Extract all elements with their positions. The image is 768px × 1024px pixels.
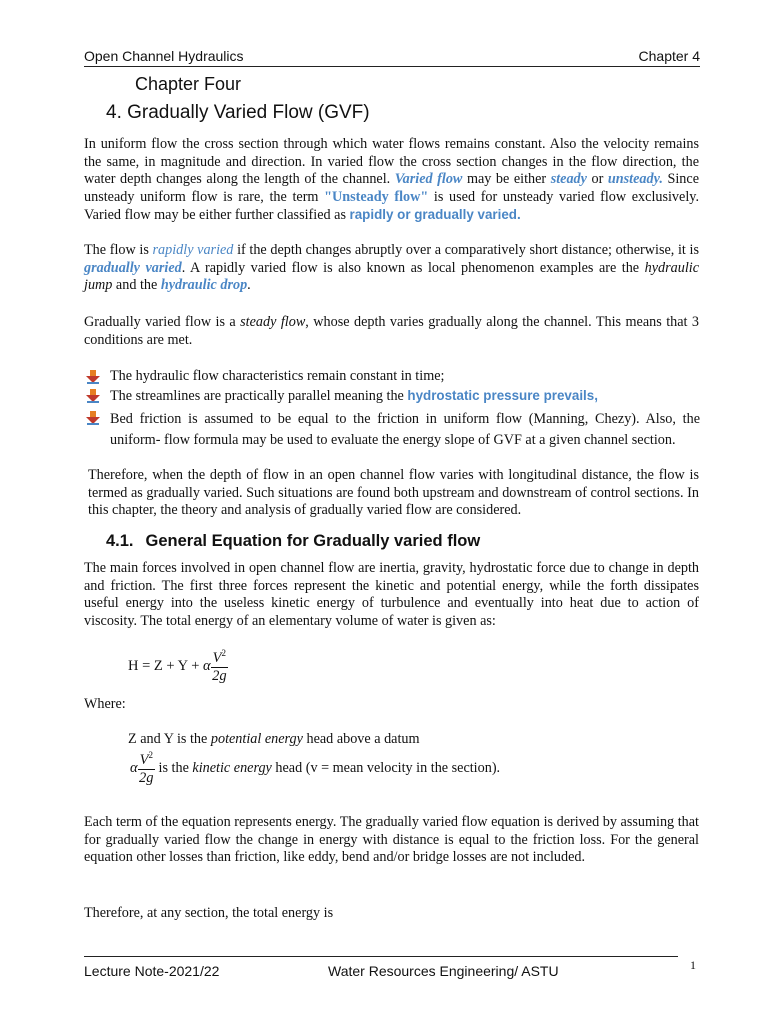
footer-department: Water Resources Engineering/ ASTU [328,963,559,979]
subsection-number: 4.1. [106,532,134,550]
unsteady-term: unsteady. [607,171,663,188]
unsteady-flow-term: "Unsteady flow" [324,188,429,205]
kinetic-energy-definition: α $\frac{V^2}{2g}$ is the kinetic energy head (v = mean velocity in the section). [130,750,501,786]
rapidly-gradually-term: rapidly or gradually varied. [349,207,521,223]
steady-flow-term: steady flow [240,314,306,330]
bullet-text: The hydraulic flow characteristics remain constant in time; [110,368,445,384]
down-arrow-bullet-icon [86,389,100,403]
down-arrow-bullet-icon [86,370,100,384]
rapid-gradual-paragraph: The flow is rapidly varied if the depth changes abruptly over a comparatively short distance; otherwise, it is gradually varied. A rapidly varied flow is also known as local phenomenon examples are the hydraulic jump and the hydraulic drop. [84,242,699,294]
velocity-head-fraction: $\frac{V^2}{2g}$ [139,750,154,786]
chapter-heading: Chapter Four [135,74,242,94]
page-footer [84,956,678,979]
down-arrow-bullet-icon [86,411,100,425]
rapidly-varied-term: rapidly varied [152,242,234,258]
header-chapter-label: Chapter 4 [638,48,700,64]
page-header [84,46,700,67]
summary-paragraph: Therefore, when the depth of flow in an open channel flow varies with longitudinal distance, the flow is termed as gradually varied. Such situations are found both upstream and downstream of control sections. In this chapter, the theory and analysis of gradually varied flow are considered. [88,467,699,519]
total-energy-paragraph: Therefore, at any section, the total energy is [84,905,334,921]
energy-equation: H = Z + Y + α $\frac{V^2}{2g}$ [128,648,227,684]
hydrostatic-pressure-term: hydrostatic pressure prevails, [407,388,598,403]
energy-loss-paragraph: Each term of the equation represents energy. The gradually varied flow equation is derived by assuming that for gradually varied flow the change in energy with distance is equal to the friction loss. For the general equation other losses than friction, like eddy, bend and/or bridge losses are not included. [84,814,699,866]
where-label: Where: [84,696,126,712]
gradually-varied-term: gradually varied [84,259,182,276]
page-number: 1 [690,958,696,972]
hydraulic-jump-term: hydraulic jump [84,259,699,294]
intro-paragraph: In uniform flow the cross section through which water flows remains constant. Also the velocity remains the same, in magnitude and direction. In varied flow the cross section changes in the flow direction, the water depth changes along the length of the channel. Varied flow may be either steady or unsteady. Since unsteady uniform flow is rare, the term "Unsteady flow" is used for unsteady varied flow exclusively. Varied flow may be either further classified as rapidly or gradually varied. [84,136,699,224]
header-course-title: Open Channel Hydraulics [84,48,244,64]
steady-term: steady [550,171,587,188]
subsection-heading [106,532,480,551]
bullet-text: The streamlines are practically parallel meaning the hydrostatic pressure prevails, [110,388,598,404]
conditions-paragraph: Gradually varied flow is a steady flow, whose depth varies gradually along the channel. This means that 3 conditions are met. [84,314,700,348]
varied-flow-term: Varied flow [394,171,463,188]
footer-lecture-note: Lecture Note-2021/22 [84,963,220,979]
section-title: 4. Gradually Varied Flow (GVF) [106,102,370,123]
hydraulic-drop-term: hydraulic drop [160,277,248,294]
alpha-symbol: α [203,657,211,674]
velocity-head-fraction: $\frac{V^2}{2g}$ [212,648,227,684]
subsection-title: General Equation for Gradually varied flow [145,532,481,550]
bullet-text: Bed friction is assumed to be equal to the friction in uniform flow (Manning, Chezy). Also, the uniform- flow formula may be used to evaluate the energy slope of GVF at a given channel section. [110,411,700,448]
forces-paragraph: The main forces involved in open channel flow are inertia, gravity, hydrostatic force due to change in depth and friction. The first three forces represent the kinetic and potential energy, while the forth dissipates useful energy into the useless kinetic energy of turbulence and eventually into heat due to action of viscosity. The total energy of an elementary volume of water is given as: [84,560,699,629]
potential-energy-definition: Z and Y is the potential energy head above a datum [128,731,420,747]
